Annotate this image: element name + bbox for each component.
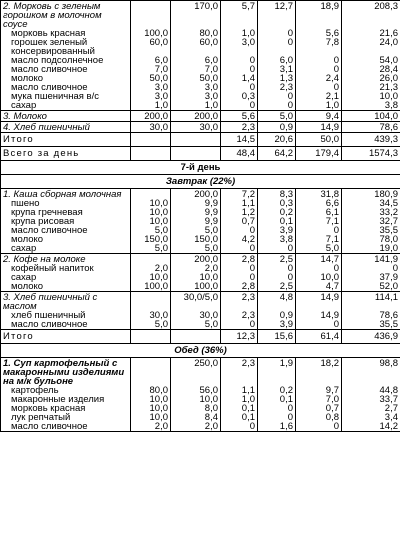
cell-c5: 2,1 (296, 92, 342, 101)
cell-c5: 18,2 (296, 358, 342, 387)
cell-c6: 26,0 (342, 74, 400, 83)
cell-c2: 5,0 (171, 320, 221, 330)
section-title: Обед (36%) (1, 344, 400, 358)
cell-c5: 0 (296, 226, 342, 235)
cell-c5: 14,9 (296, 292, 342, 312)
cell-c6: 3,8 (342, 101, 400, 111)
cell-c6: 21,3 (342, 83, 400, 92)
cell-c5: 18,9 (296, 1, 342, 30)
row-name: морковь красная (1, 29, 131, 38)
cell-c5: 50,0 (296, 133, 342, 147)
cell-c2: 10,0 (171, 273, 221, 282)
cell-c3: 7,2 (221, 189, 258, 200)
cell-c5: 0 (296, 65, 342, 74)
cell-c5: 10,0 (296, 273, 342, 282)
cell-c2: 3,0 (171, 83, 221, 92)
cell-c5: 6,6 (296, 199, 342, 208)
cell-c4: 0 (258, 38, 296, 56)
cell-c3: 0 (221, 273, 258, 282)
cell-c4: 20,6 (258, 133, 296, 147)
cell-c3: 1,1 (221, 199, 258, 208)
cell-c3: 1,2 (221, 208, 258, 217)
cell-c5: 7,1 (296, 235, 342, 244)
row-name: масло сливочное (1, 83, 131, 92)
cell-c6: 33,2 (342, 208, 400, 217)
cell-c6: 21,6 (342, 29, 400, 38)
cell-c5: 0 (296, 320, 342, 330)
cell-c1: 200,0 (131, 111, 171, 122)
cell-c5: 2,4 (296, 74, 342, 83)
cell-c1: 50,0 (131, 74, 171, 83)
cell-c3: 0,1 (221, 404, 258, 413)
cell-c3: 0 (221, 65, 258, 74)
row-name: масло сливочное (1, 320, 131, 330)
cell-c3: 2,3 (221, 122, 258, 133)
cell-c1: 10,0 (131, 217, 171, 226)
cell-c5: 1,0 (296, 101, 342, 111)
total-row (1, 133, 400, 147)
cell-c4: 5,0 (258, 111, 296, 122)
section-header (1, 175, 400, 189)
cell-c2: 8,0 (171, 404, 221, 413)
cell-c1: 7,0 (131, 65, 171, 74)
cell-c1: 60,0 (131, 38, 171, 56)
cell-c6: 141,9 (342, 254, 400, 265)
cell-c3: 5,6 (221, 111, 258, 122)
cell-c3: 0,7 (221, 217, 258, 226)
cell-c2: 250,0 (171, 358, 221, 387)
cell-c4: 0,9 (258, 311, 296, 320)
cell-c6: 78,0 (342, 235, 400, 244)
cell-c1: 100,0 (131, 282, 171, 292)
cell-c4: 12,7 (258, 1, 296, 30)
row-name: пшено (1, 199, 131, 208)
cell-c2: 10,0 (171, 395, 221, 404)
cell-c1: 10,0 (131, 199, 171, 208)
cell-c4: 1,6 (258, 422, 296, 432)
dish-row (1, 292, 400, 312)
cell-c4: 3,9 (258, 320, 296, 330)
row-name: мука пшеничная в/с (1, 92, 131, 101)
section-title: 7-й день (1, 161, 400, 175)
cell-c5: 14,7 (296, 254, 342, 265)
row-name: хлеб пшеничный (1, 311, 131, 320)
cell-c4: 64,2 (258, 147, 296, 161)
cell-c2: 9,9 (171, 217, 221, 226)
section-header (1, 344, 400, 358)
row-name: сахар (1, 273, 131, 282)
cell-c5: 7,1 (296, 217, 342, 226)
cell-c5: 14,9 (296, 122, 342, 133)
cell-c2: 9,9 (171, 199, 221, 208)
row-name: масло подсолнечное (1, 56, 131, 65)
row-name: масло сливочное (1, 422, 131, 432)
cell-c4: 0 (258, 404, 296, 413)
cell-c6: 24,0 (342, 38, 400, 56)
row-name: Всего за день (1, 147, 131, 161)
cell-c6: 19,0 (342, 244, 400, 254)
dish-row (1, 189, 400, 200)
dish-row (1, 1, 400, 30)
cell-c2 (171, 133, 221, 147)
cell-c6: 104,0 (342, 111, 400, 122)
cell-c4: 2,5 (258, 254, 296, 265)
cell-c3: 1,1 (221, 386, 258, 395)
row-name: лук репчатый (1, 413, 131, 422)
cell-c5: 179,4 (296, 147, 342, 161)
cell-c2: 200,0 (171, 111, 221, 122)
cell-c1: 5,0 (131, 320, 171, 330)
cell-c1: 10,0 (131, 208, 171, 217)
cell-c1: 5,0 (131, 244, 171, 254)
cell-c5: 5,6 (296, 29, 342, 38)
cell-c5: 0 (296, 83, 342, 92)
cell-c6: 436,9 (342, 330, 400, 344)
cell-c5: 9,7 (296, 386, 342, 395)
cell-c3: 1,4 (221, 74, 258, 83)
cell-c2: 80,0 (171, 29, 221, 38)
cell-c2: 6,0 (171, 56, 221, 65)
cell-c5: 5,0 (296, 244, 342, 254)
cell-c6: 35,5 (342, 226, 400, 235)
cell-c3: 0 (221, 83, 258, 92)
cell-c5: 0 (296, 422, 342, 432)
cell-c5: 0,8 (296, 413, 342, 422)
cell-c4: 0,3 (258, 199, 296, 208)
cell-c4: 4,8 (258, 292, 296, 312)
cell-c5: 4,7 (296, 282, 342, 292)
cell-c6: 78,6 (342, 122, 400, 133)
cell-c5: 31,8 (296, 189, 342, 200)
cell-c4: 3,1 (258, 65, 296, 74)
cell-c5: 61,4 (296, 330, 342, 344)
cell-c1: 10,0 (131, 404, 171, 413)
cell-c4: 0 (258, 29, 296, 38)
cell-c6: 52,0 (342, 282, 400, 292)
dish-row (1, 122, 400, 133)
ingredient-row (1, 38, 400, 56)
row-name: сахар (1, 244, 131, 254)
cell-c1: 10,0 (131, 395, 171, 404)
cell-c2: 30,0/5,0 (171, 292, 221, 312)
row-name: Итого (1, 330, 131, 344)
cell-c6: 3,4 (342, 413, 400, 422)
cell-c1 (131, 330, 171, 344)
cell-c5: 6,1 (296, 208, 342, 217)
dish-row (1, 111, 400, 122)
cell-c4: 2,3 (258, 83, 296, 92)
cell-c6: 208,3 (342, 1, 400, 30)
cell-c2: 60,0 (171, 38, 221, 56)
cell-c3: 0 (221, 264, 258, 273)
cell-c3: 12,3 (221, 330, 258, 344)
cell-c6: 34,5 (342, 199, 400, 208)
row-name: 1. Каша сборная молочная (1, 189, 131, 200)
cell-c6: 44,8 (342, 386, 400, 395)
cell-c6: 32,7 (342, 217, 400, 226)
cell-c4: 15,6 (258, 330, 296, 344)
cell-c5: 7,8 (296, 38, 342, 56)
cell-c2: 3,0 (171, 92, 221, 101)
cell-c6: 78,6 (342, 311, 400, 320)
cell-c4: 0,2 (258, 208, 296, 217)
total-row (1, 147, 400, 161)
cell-c3: 1,0 (221, 29, 258, 38)
cell-c2: 150,0 (171, 235, 221, 244)
row-name: морковь красная (1, 404, 131, 413)
cell-c4: 0 (258, 273, 296, 282)
cell-c5: 0,7 (296, 404, 342, 413)
row-name: молоко (1, 282, 131, 292)
cell-c6: 180,9 (342, 189, 400, 200)
cell-c4: 8,3 (258, 189, 296, 200)
cell-c1 (131, 1, 171, 30)
cell-c3: 0 (221, 56, 258, 65)
cell-c4: 0,1 (258, 217, 296, 226)
cell-c6: 33,7 (342, 395, 400, 404)
cell-c6: 28,4 (342, 65, 400, 74)
cell-c6: 2,7 (342, 404, 400, 413)
cell-c6: 54,0 (342, 56, 400, 65)
cell-c1 (131, 358, 171, 387)
cell-c1: 2,0 (131, 264, 171, 273)
cell-c5: 7,0 (296, 395, 342, 404)
cell-c4: 0 (258, 264, 296, 273)
cell-c4: 0 (258, 244, 296, 254)
cell-c2: 5,0 (171, 226, 221, 235)
cell-c3: 1,0 (221, 395, 258, 404)
cell-c3: 0,1 (221, 413, 258, 422)
cell-c6: 114,1 (342, 292, 400, 312)
cell-c3: 0 (221, 226, 258, 235)
cell-c4: 0,2 (258, 386, 296, 395)
ingredient-row (1, 422, 400, 432)
cell-c2: 170,0 (171, 1, 221, 30)
cell-c2: 200,0 (171, 189, 221, 200)
cell-c6: 1574,3 (342, 147, 400, 161)
cell-c4: 3,8 (258, 235, 296, 244)
row-name: картофель (1, 386, 131, 395)
cell-c4: 1,9 (258, 358, 296, 387)
cell-c1 (131, 133, 171, 147)
section-title: Завтрак (22%) (1, 175, 400, 189)
cell-c3: 14,5 (221, 133, 258, 147)
cell-c4: 6,0 (258, 56, 296, 65)
cell-c3: 0 (221, 101, 258, 111)
cell-c2: 8,4 (171, 413, 221, 422)
table-body (1, 1, 400, 432)
row-name: 4. Хлеб пшеничный (1, 122, 131, 133)
cell-c5: 0 (296, 264, 342, 273)
cell-c1: 150,0 (131, 235, 171, 244)
ingredient-row (1, 244, 400, 254)
cell-c6: 35,5 (342, 320, 400, 330)
row-name: крупа гречневая (1, 208, 131, 217)
cell-c3: 0 (221, 320, 258, 330)
row-name: 3. Хлеб пшеничный с маслом (1, 292, 131, 312)
cell-c3: 0 (221, 244, 258, 254)
row-name: крупа рисовая (1, 217, 131, 226)
cell-c1 (131, 147, 171, 161)
cell-c6: 0 (342, 264, 400, 273)
cell-c2: 56,0 (171, 386, 221, 395)
cell-c1: 30,0 (131, 122, 171, 133)
cell-c2: 100,0 (171, 282, 221, 292)
cell-c2: 2,0 (171, 264, 221, 273)
row-name: сахар (1, 101, 131, 111)
cell-c1: 5,0 (131, 226, 171, 235)
cell-c3: 5,7 (221, 1, 258, 30)
cell-c5: 9,4 (296, 111, 342, 122)
section-header (1, 161, 400, 175)
cell-c3: 0,3 (221, 92, 258, 101)
cell-c2: 50,0 (171, 74, 221, 83)
cell-c3: 2,8 (221, 282, 258, 292)
cell-c5: 0 (296, 56, 342, 65)
row-name: горошек зеленый консервированный (1, 38, 131, 56)
cell-c4: 0,1 (258, 395, 296, 404)
cell-c1: 10,0 (131, 413, 171, 422)
row-name: 2. Морковь с зеленым горошком в молочном соусе (1, 1, 131, 30)
row-name: кофейный напиток (1, 264, 131, 273)
cell-c1: 3,0 (131, 92, 171, 101)
cell-c2: 30,0 (171, 122, 221, 133)
cell-c1: 10,0 (131, 273, 171, 282)
row-name: 3. Молоко (1, 111, 131, 122)
cell-c2: 1,0 (171, 101, 221, 111)
cell-c3: 2,8 (221, 254, 258, 265)
cell-c2: 5,0 (171, 244, 221, 254)
cell-c1: 30,0 (131, 311, 171, 320)
cell-c3: 4,2 (221, 235, 258, 244)
cell-c3: 3,0 (221, 38, 258, 56)
row-name: макаронные изделия (1, 395, 131, 404)
cell-c2: 2,0 (171, 422, 221, 432)
row-name: молоко (1, 235, 131, 244)
ingredient-row (1, 235, 400, 244)
cell-c2: 200,0 (171, 254, 221, 265)
row-name: молоко (1, 74, 131, 83)
row-name: масло сливочное (1, 226, 131, 235)
row-name: 1. Суп картофельный с макаронными изделиями на м/к бульоне (1, 358, 131, 387)
ingredient-row (1, 282, 400, 292)
ingredient-row (1, 320, 400, 330)
cell-c4: 1,3 (258, 74, 296, 83)
cell-c4: 0 (258, 92, 296, 101)
cell-c4: 0 (258, 413, 296, 422)
cell-c1: 1,0 (131, 101, 171, 111)
dish-row (1, 358, 400, 387)
cell-c1: 80,0 (131, 386, 171, 395)
cell-c2: 9,9 (171, 208, 221, 217)
cell-c1 (131, 292, 171, 312)
cell-c1: 3,0 (131, 83, 171, 92)
cell-c2: 7,0 (171, 65, 221, 74)
cell-c4: 2,5 (258, 282, 296, 292)
cell-c2 (171, 330, 221, 344)
cell-c2: 30,0 (171, 311, 221, 320)
cell-c1: 6,0 (131, 56, 171, 65)
cell-c3: 2,3 (221, 358, 258, 387)
cell-c3: 2,3 (221, 311, 258, 320)
cell-c4: 0,9 (258, 122, 296, 133)
row-name: Итого (1, 133, 131, 147)
cell-c1: 100,0 (131, 29, 171, 38)
cell-c4: 3,9 (258, 226, 296, 235)
cell-c4: 0 (258, 101, 296, 111)
cell-c6: 10,0 (342, 92, 400, 101)
cell-c6: 98,8 (342, 358, 400, 387)
cell-c3: 48,4 (221, 147, 258, 161)
cell-c5: 14,9 (296, 311, 342, 320)
ingredient-row (1, 92, 400, 101)
cell-c1: 2,0 (131, 422, 171, 432)
cell-c3: 2,3 (221, 292, 258, 312)
total-row (1, 330, 400, 344)
row-name: масло сливочное (1, 65, 131, 74)
ingredient-row (1, 101, 400, 111)
cell-c6: 14,2 (342, 422, 400, 432)
row-name: 2. Кофе на молоке (1, 254, 131, 265)
cell-c2 (171, 147, 221, 161)
cell-c6: 439,3 (342, 133, 400, 147)
cell-c6: 37,9 (342, 273, 400, 282)
cell-c3: 0 (221, 422, 258, 432)
